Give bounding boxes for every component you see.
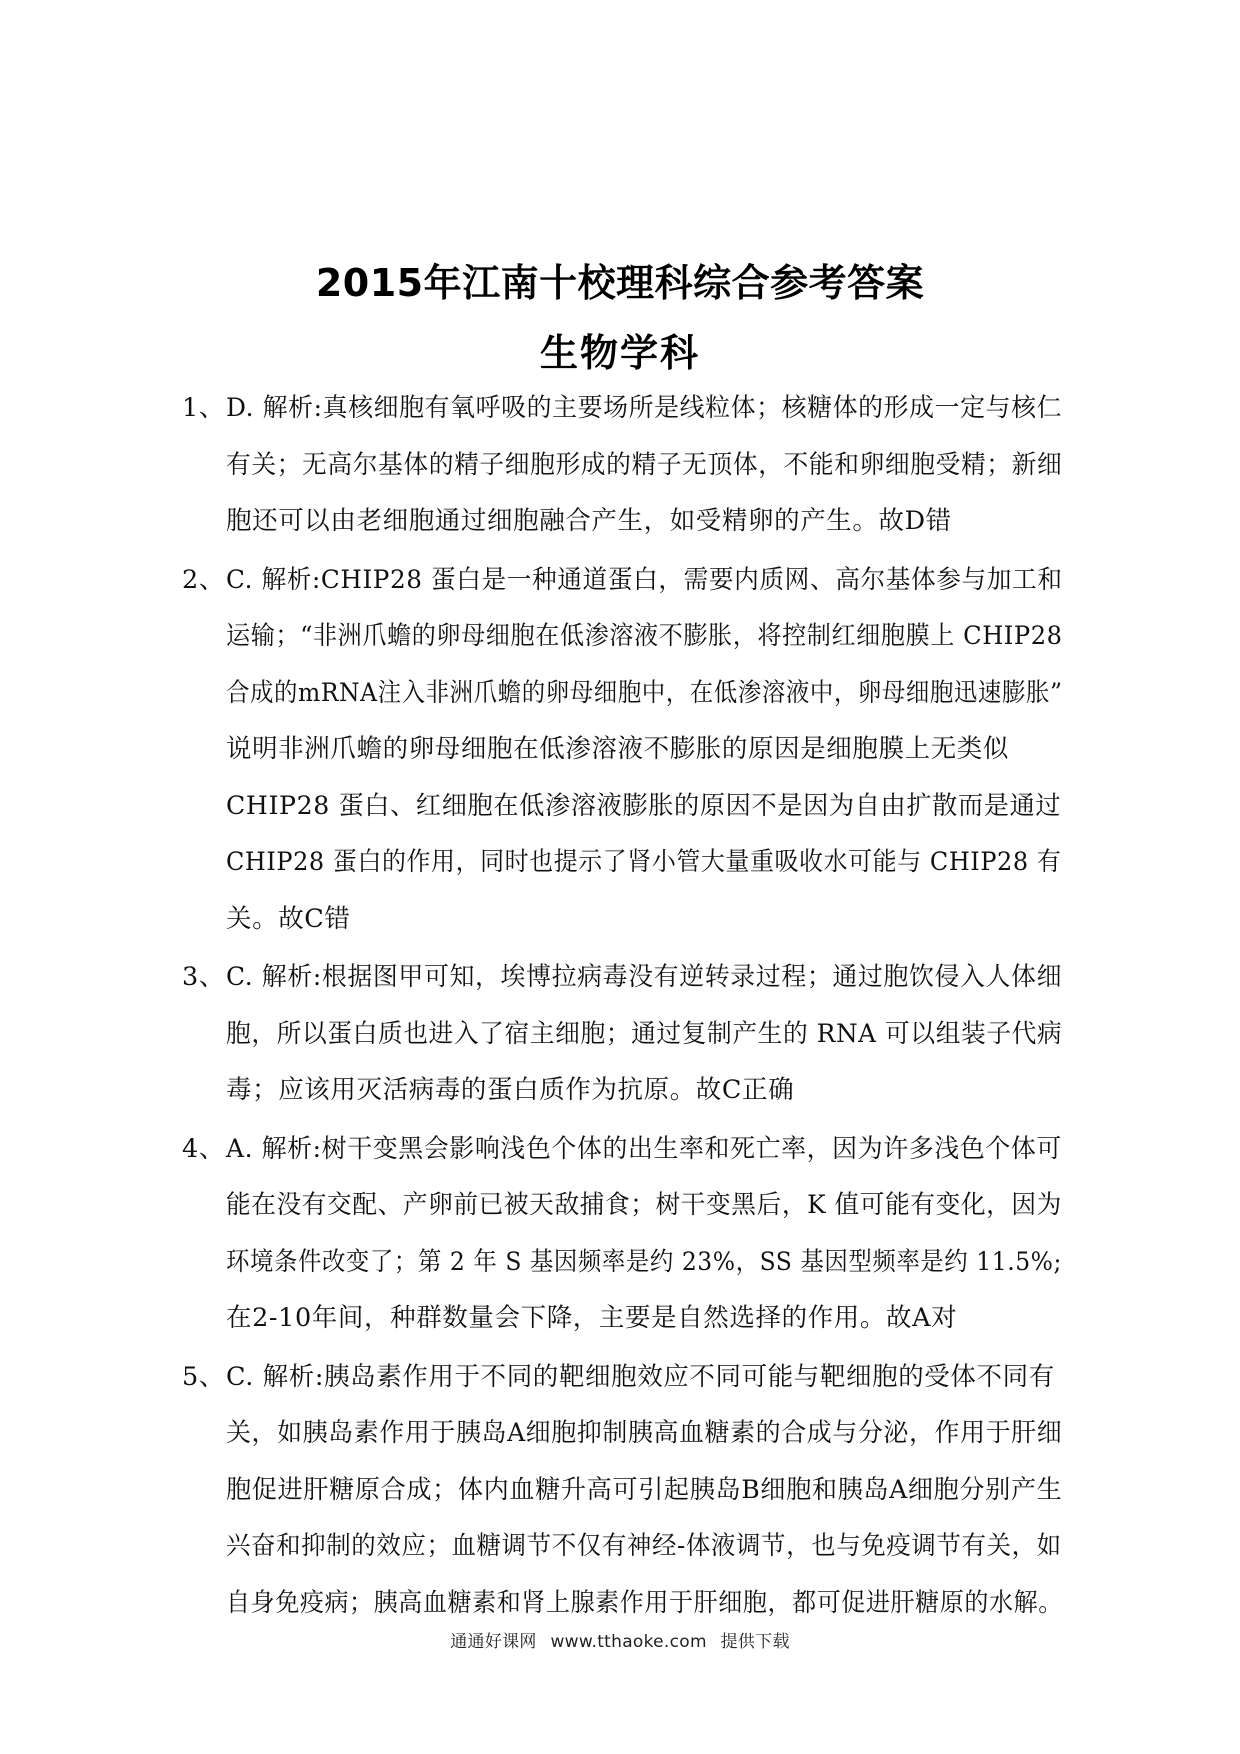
answer-line: 有关；无高尔基体的精子细胞形成的精子无顶体，不能和卵细胞受精；新细: [226, 449, 1063, 480]
answer-line: C. 解析:根据图甲可知，埃博拉病毒没有逆转录过程；通过胞饮侵入人体细: [226, 962, 1063, 992]
footer-site-name: 通通好课网: [450, 1632, 537, 1652]
answer-line: 运输；“非洲爪蟾的卵母细胞在低渗溶液不膨胀，将控制红细胞膜上 CHIP28: [226, 621, 1063, 651]
subject-heading: 生物学科: [539, 331, 700, 375]
answer-number: 1、: [182, 393, 225, 423]
answer-line: 合成的mRNA注入非洲爪蟾的卵母细胞中，在低渗溶液中，卵母细胞迅速膨胀”: [226, 677, 1063, 708]
answer-item: [182, 1349, 1062, 1632]
answer-item: [182, 949, 1062, 1119]
answer-line: 自身免疫病；胰高血糖素和肾上腺素作用于肝细胞，都可促进肝糖原的水解。: [226, 1587, 1063, 1618]
answer-line: 能在没有交配、产卵前已被天敌捕食；树干变黑后，K 值可能有变化，因为: [226, 1190, 1062, 1220]
answer-line: 胞促进肝糖原合成；体内血糖升高可引起胰岛B细胞和胰岛A细胞分别产生: [226, 1474, 1063, 1505]
answer-line: 在2-10年间，种群数量会下降，主要是自然选择的作用。故A对: [226, 1303, 958, 1333]
footer-url[interactable]: www.tthaoke.com: [550, 1632, 707, 1652]
footer-note: 提供下载: [720, 1632, 790, 1652]
answer-line: 兴奋和抑制的效应；血糖调节不仅有神经-体液调节，也与免疫调节有关，如: [226, 1531, 1062, 1561]
answer-item: [182, 1121, 1062, 1347]
answer-line: 胞，所以蛋白质也进入了宿主细胞；通过复制产生的 RNA 可以组装子代病: [226, 1018, 1063, 1049]
answer-line: D. 解析:真核细胞有氧呼吸的主要场所是线粒体；核糖体的形成一定与核仁: [226, 393, 1063, 423]
answer-line: 毒；应该用灭活病毒的蛋白质作为抗原。故C正确: [226, 1075, 795, 1105]
answer-number: 2、: [182, 564, 225, 595]
answer-line: CHIP28 蛋白、红细胞在低渗溶液膨胀的原因不是因为自由扩散而是通过: [226, 790, 1062, 821]
answer-line: 关。故C错: [226, 903, 351, 934]
answer-line: 环境条件改变了；第 2 年 S 基因频率是约 23%，SS 基因型频率是约 11.5%;: [226, 1246, 1062, 1277]
answer-item: [182, 380, 1062, 550]
page-footer: [0, 1627, 1240, 1652]
page-title: 2015年江南十校理科综合参考答案: [315, 261, 925, 305]
answer-item: [182, 552, 1062, 948]
answer-line: A. 解析:树干变黑会影响浅色个体的出生率和死亡率，因为许多浅色个体可: [226, 1133, 1062, 1164]
answer-line: 说明非洲爪蟾的卵母细胞在低渗溶液不膨胀的原因是细胞膜上无类似: [226, 734, 1010, 764]
answer-number: 4、: [182, 1133, 225, 1164]
answer-line: 胞还可以由老细胞通过细胞融合产生，如受精卵的产生。故D错: [226, 506, 952, 536]
answer-number: 5、: [182, 1361, 225, 1392]
answer-line: C. 解析:胰岛素作用于不同的靶细胞效应不同可能与靶细胞的受体不同有: [226, 1361, 1055, 1392]
answer-list: [182, 380, 1062, 1633]
answer-line: 关，如胰岛素作用于胰岛A细胞抑制胰高血糖素的合成与分泌，作用于肝细: [226, 1418, 1063, 1448]
answer-number: 3、: [182, 962, 225, 992]
answer-line: C. 解析:CHIP28 蛋白是一种通道蛋白，需要内质网、高尔基体参与加工和: [226, 564, 1063, 595]
answer-line: CHIP28 蛋白的作用，同时也提示了肾小管大量重吸收水可能与 CHIP28 有: [226, 847, 1062, 877]
